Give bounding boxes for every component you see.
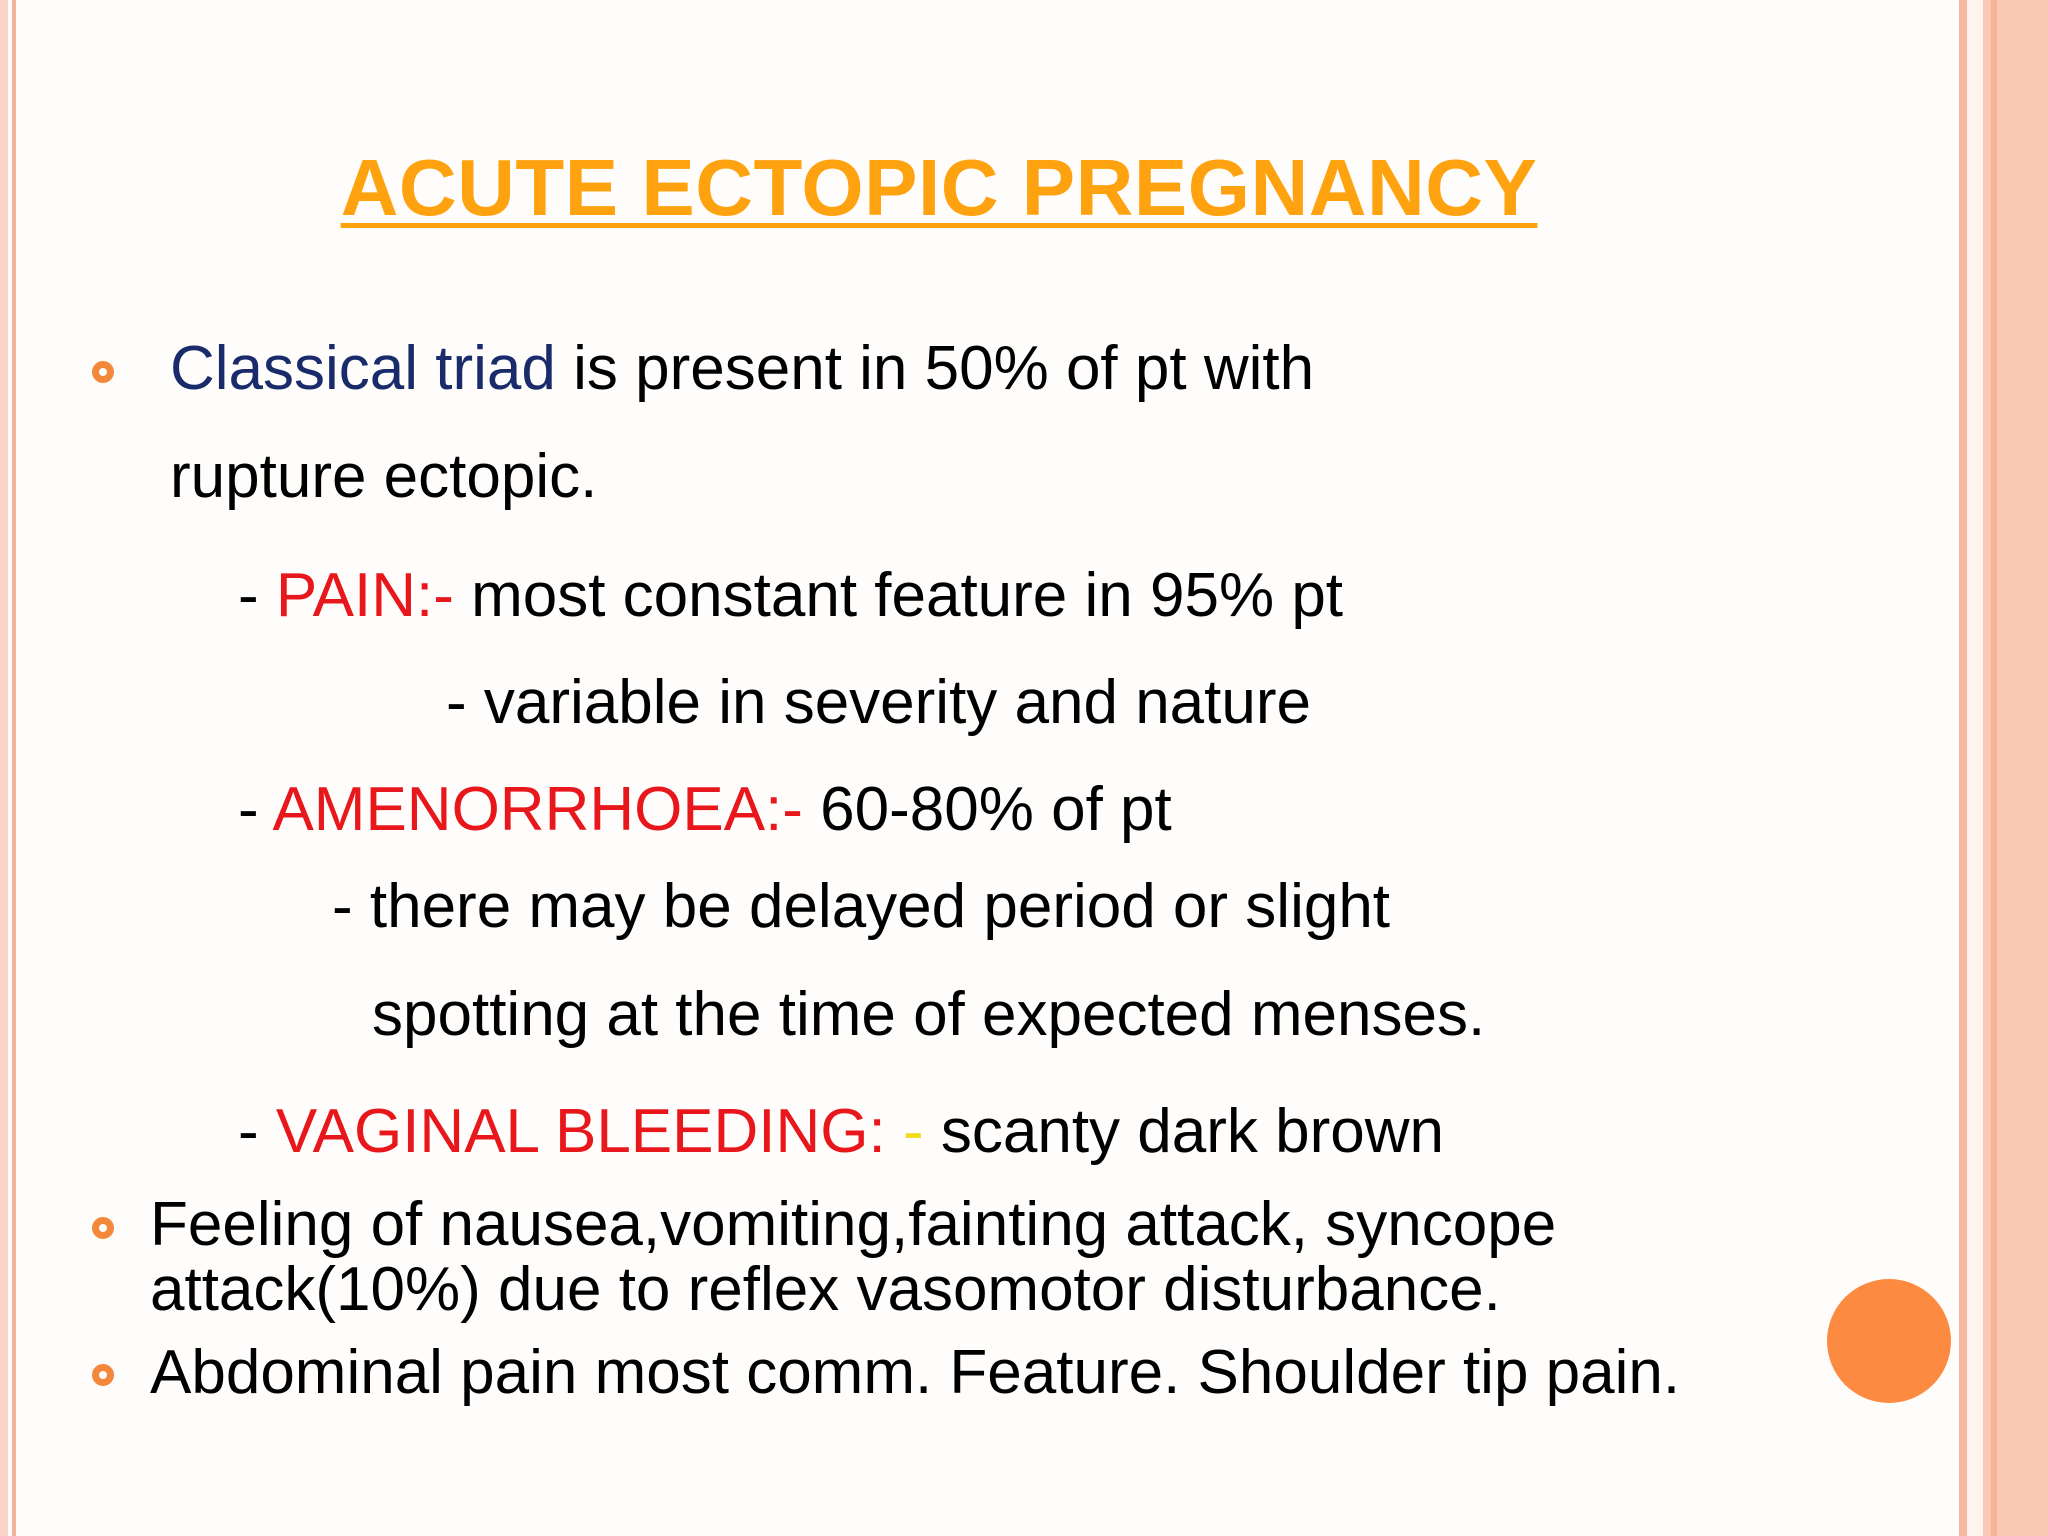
amenorrhoea-line2: - there may be delayed period or slight	[332, 872, 1391, 941]
bullet2-line2: attack(10%) due to reflex vasomotor disturbance.	[150, 1255, 1501, 1324]
pain-text: most constant feature in 95% pt	[453, 561, 1344, 630]
amenorrhoea-label: AMENORRHOEA:-	[272, 775, 803, 844]
bleeding-label: VAGINAL BLEEDING:	[275, 1097, 903, 1166]
bullet3-line: Abdominal pain most comm. Feature. Shoulder tip pain.	[150, 1338, 1681, 1407]
amenorrhoea-dash: -	[238, 775, 273, 844]
bleeding-sep: -	[902, 1097, 924, 1166]
pain-label: PAIN:-	[275, 561, 454, 630]
amenorrhoea-text: 60-80% of pt	[802, 775, 1172, 844]
bullet-icon	[92, 1364, 114, 1386]
bullet1-line2: rupture ectopic.	[170, 442, 598, 511]
bleeding-text: scanty dark brown	[923, 1097, 1444, 1166]
right-border-gap	[1967, 0, 1983, 1536]
right-border-stripe	[1991, 0, 1997, 1536]
bleeding-line	[238, 1097, 1444, 1166]
bullet1-line1	[170, 334, 1315, 403]
classical-triad-text: Classical triad	[170, 334, 556, 403]
amenorrhoea-line3: spotting at the time of expected menses.	[372, 980, 1486, 1049]
pain-dash: -	[238, 561, 276, 630]
pain-line	[238, 561, 1344, 630]
bullet-icon	[92, 1217, 114, 1239]
slide-title: ACUTE ECTOPIC PREGNANCY	[340, 143, 1538, 232]
right-border-line	[1959, 0, 1967, 1536]
decorative-circle	[1827, 1279, 1951, 1403]
bullet2-line1: Feeling of nausea,vomiting,fainting attack, syncope	[150, 1190, 1557, 1259]
bullet-icon	[92, 361, 114, 383]
amenorrhoea-line	[238, 775, 1172, 844]
pain-line2: - variable in severity and nature	[446, 668, 1312, 737]
bullet1-rest: is present in 50% of pt with	[555, 334, 1315, 403]
bleeding-dash: -	[238, 1097, 276, 1166]
